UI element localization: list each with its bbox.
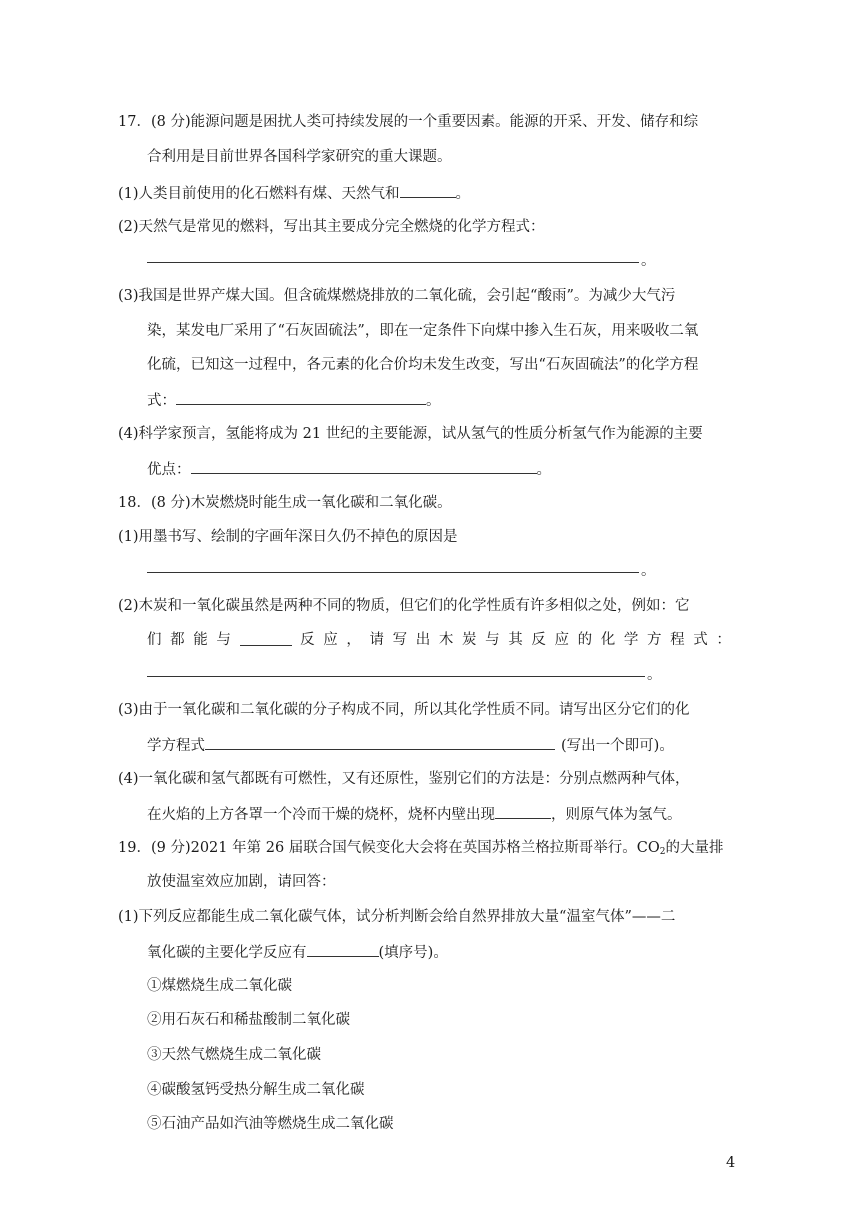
q17-stem-line-2: 合利用是目前世界各国科学家研究的重大课题。 [147, 149, 452, 165]
q19-part-1-blank[interactable] [307, 941, 379, 957]
q17-part-4-end: 。 [536, 462, 551, 478]
q18-part-2-char: 式 [693, 632, 708, 648]
q18-part-2-char: 请 [369, 632, 384, 648]
q17-part-3-line-2: 染，某发电厂采用了“石灰固硫法”，即在一定条件下向煤中掺入生石灰，用来吸收二氧 [147, 323, 699, 339]
q18-part-2-answer-line[interactable] [147, 676, 645, 677]
q17-part-1-blank[interactable] [400, 182, 456, 198]
q18-part-2-char: 应 [554, 632, 569, 648]
q18-stem: 18．(8 分)木炭燃烧时能生成一氧化碳和二氧化碳。 [118, 495, 452, 511]
q18-part-2-end: 。 [647, 667, 662, 683]
q18-part-3-blank[interactable] [205, 734, 555, 750]
q18-part-2-char: ， [346, 632, 361, 648]
page-number: 4 [726, 1155, 736, 1171]
q17-part-3-line-3: 化硫，已知这一过程中，各元素的化合价均未发生改变，写出“石灰固硫法”的化学方程 [147, 357, 699, 373]
q17-part-2-text: (2)天然气是常见的燃料，写出其主要成分完全燃烧的化学方程式： [118, 219, 545, 235]
q17-part-1-end: 。 [455, 186, 471, 202]
q18-part-2-char: 的 [577, 632, 593, 648]
q18-part-3-tail: (写出一个即可)。 [561, 738, 674, 754]
q17-part-3-blank[interactable] [176, 389, 426, 405]
q19-stem-text: 19．(9 分)2021 年第 26 届联合国气候变化大会将在英国苏格兰格拉斯哥举行。CO [118, 840, 660, 856]
q18-part-2-line-2 [147, 630, 731, 650]
q18-part-2-char: 出 [415, 632, 431, 648]
q18-part-3-label: 学方程式 [147, 738, 205, 754]
q18-part-2-line-1: (2)木炭和一氧化碳虽然是两种不同的物质，但它们的化学性质有许多相似之处，例如：它 [118, 598, 690, 614]
q17-part-4-line-1: (4)科学家预言，氢能将成为 21 世纪的主要能源，试从氢气的性质分析氢气作为能源的主要 [118, 426, 703, 442]
q17-part-3-end: 。 [426, 393, 441, 409]
q18-part-4-line-2 [147, 803, 682, 825]
q17-stem-line-1: 17．(8 分)能源问题是困扰人类可持续发展的一个重要因素。能源的开采、开发、储存和综 [118, 114, 699, 130]
q17-part-3-line-4 [147, 389, 441, 411]
q17-part-3-label: 式： [147, 393, 176, 409]
q19-option-3: ③天然气燃烧生成二氧化碳 [147, 1047, 321, 1063]
q18-part-3-line-2 [147, 734, 674, 756]
q19-stem-subscript: 2 [659, 847, 666, 857]
q18-part-2-char: 炭 [462, 632, 477, 648]
q19-option-5: ⑤石油产品如汽油等燃烧生成二氧化碳 [147, 1116, 394, 1132]
q18-part-4-blank[interactable] [495, 803, 551, 819]
q17-part-4-label: 优点： [147, 462, 191, 478]
q18-part-2-char: 应 [323, 632, 338, 648]
q19-option-4: ④碳酸氢钙受热分解生成二氧化碳 [147, 1082, 365, 1098]
q18-part-4-label: 在火焰的上方各罩一个冷而干燥的烧杯，烧杯内壁出现 [147, 807, 495, 823]
q18-part-1-answer-line[interactable] [147, 572, 639, 573]
q18-part-4-line-1: (4)一氧化碳和氢气都既有可燃性，又有还原性，鉴别它们的方法是：分别点燃两种气体， [118, 771, 690, 787]
q18-part-2-char: 化 [600, 632, 616, 648]
q18-part-2-char: 能 [193, 632, 208, 648]
q17-part-2-answer-line[interactable] [147, 262, 639, 263]
q19-option-1: ①煤燃烧生成二氧化碳 [147, 978, 292, 994]
q18-part-4-tail: ，则原气体为氢气。 [551, 807, 682, 823]
q18-part-2-char: 都 [170, 632, 185, 648]
q19-part-1-tail: (填序号)。 [378, 945, 448, 961]
q19-option-2: ②用石灰石和稀盐酸制二氧化碳 [147, 1012, 350, 1028]
q18-part-2-char: ： [716, 632, 731, 648]
q17-part-4-line-2 [147, 458, 551, 480]
q19-part-1-line-2 [147, 941, 448, 963]
q18-part-2-char: 学 [623, 632, 639, 648]
q18-part-1-end: 。 [641, 563, 656, 579]
q17-part-4-blank[interactable] [191, 458, 537, 474]
q19-stem-line-1 [118, 838, 724, 862]
q19-stem-line-2: 放使温室效应加剧，请回答： [147, 874, 336, 890]
q17-part-2-end: 。 [641, 253, 656, 269]
q18-part-2-char: 方 [647, 632, 662, 648]
q18-part-2-char: 与 [485, 632, 500, 648]
q19-stem-text-end: 的大量排 [665, 840, 724, 856]
q18-part-2-char: 木 [438, 632, 454, 648]
q17-part-1 [118, 182, 470, 204]
q18-part-3-line-1: (3)由于一氧化碳和二氧化碳的分子构成不同，所以其化学性质不同。请写出区分它们的化 [118, 702, 690, 718]
q19-part-1-line-1: (1)下列反应都能生成二氧化碳气体，试分析判断会给自然界排放大量“温室气体”——二 [118, 909, 676, 925]
q18-part-1-text: (1)用墨书写、绘制的字画年深日久仍不掉色的原因是 [118, 529, 458, 545]
q18-part-2-char: 与 [216, 632, 231, 648]
q19-part-1-label: 氧化碳的主要化学反应有 [147, 945, 307, 961]
q17-part-3-line-1: (3)我国是世界产煤大国。但含硫煤燃烧排放的二氧化硫，会引起“酸雨”。为减少大气污 [118, 288, 676, 304]
q18-part-2-char: 其 [508, 632, 523, 648]
q18-part-2-blank[interactable] [240, 630, 292, 646]
q18-part-2-char: 们 [147, 632, 162, 648]
q17-part-1-text: (1)人类目前使用的化石燃料有煤、天然气和 [118, 186, 400, 202]
q18-part-2-char: 反 [531, 632, 546, 648]
q18-part-2-char: 写 [392, 632, 408, 648]
q18-part-2-char: 反 [300, 632, 315, 648]
q18-part-2-char: 程 [670, 632, 685, 648]
